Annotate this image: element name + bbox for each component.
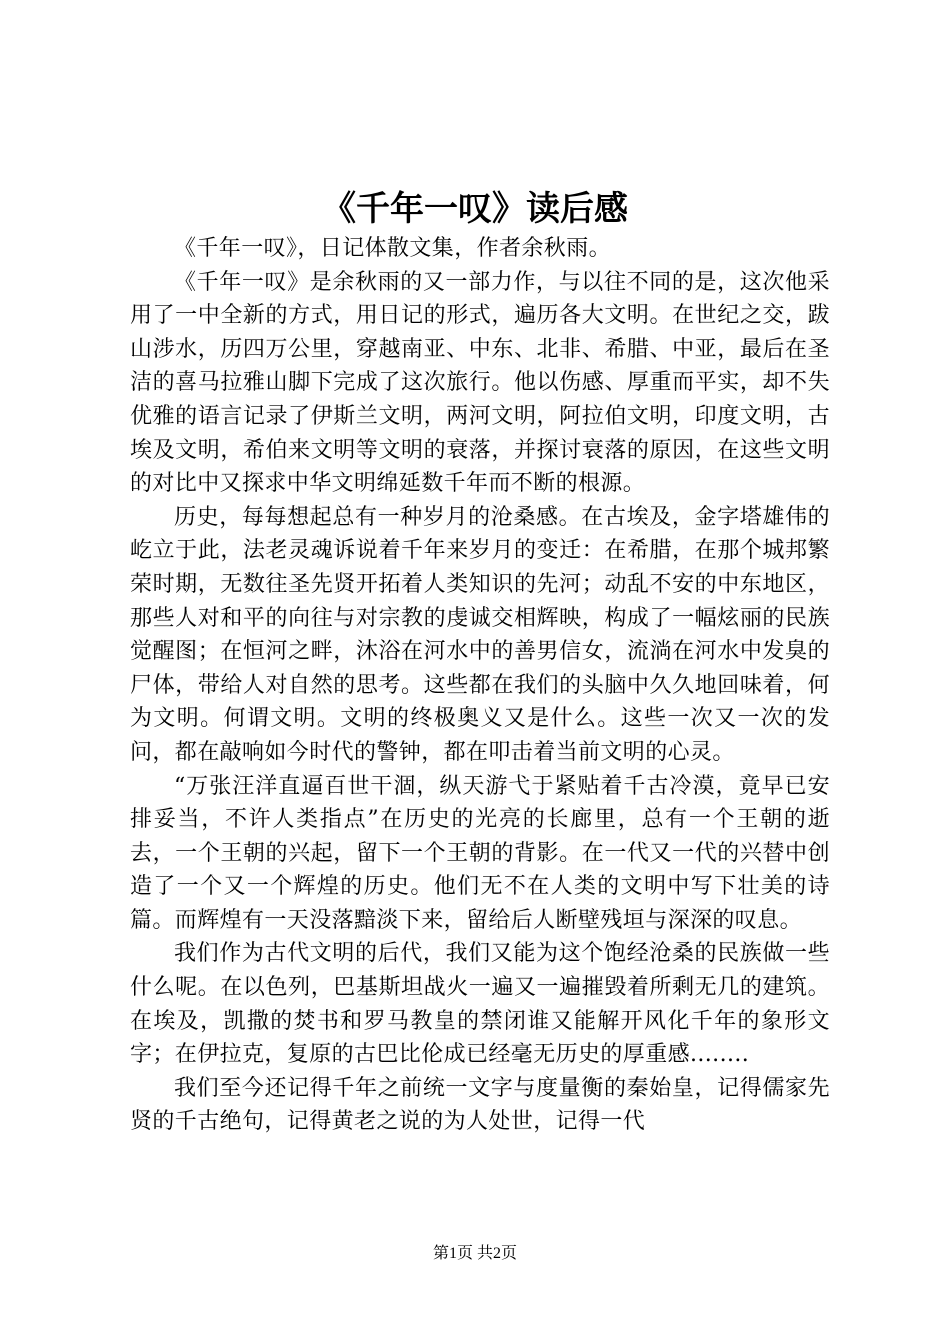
page-number-footer: 第1页 共2页: [432, 1245, 517, 1262]
document-body: [130, 232, 830, 1139]
paragraph-quote: “万张汪洋直逼百世干涸，纵天游弋于紧贴着千古冷漠，竟早已安排妥当，不许人类指点”在历史的光亮的长廊里，总有一个王朝的逝去，一个王朝的兴起，留下一个王朝的背影。在一代又一代的兴替中创造了一个又一个辉煌的历史。他们无不在人类的文明中写下壮美的诗篇。而辉煌有一天没落黯淡下来，留给后人断壁残垣与深深的叹息。: [130, 773, 830, 933]
paragraph-intro: 《千年一叹》，日记体散文集，作者余秋雨。: [174, 236, 612, 261]
paragraph-memory: 我们至今还记得千年之前统一文字与度量衡的秦始皇，记得儒家先贤的千古绝句，记得黄老之说的为人处世，记得一代: [130, 1075, 830, 1135]
paragraph-descendants: 我们作为古代文明的后代，我们又能为这个饱经沧桑的民族做一些什么呢。在以色列，巴基斯坦战火一遍又一遍摧毁着所剩无几的建筑。在埃及，凯撒的焚书和罗马教皇的禁闭谁又能解开风化千年的象形文字；在伊拉克，复原的古巴比伦成已经毫无历史的厚重感........: [130, 941, 830, 1068]
paragraph-overview: 《千年一叹》是余秋雨的又一部力作，与以往不同的是，这次他采用了一中全新的方式，用日记的形式，遍历各大文明。在世纪之交，跋山涉水，历四万公里，穿越南亚、中东、北非、希腊、中亚，最后在圣洁的喜马拉雅山脚下完成了这次旅行。他以伤感、厚重而平实，却不失优雅的语言记录了伊斯兰文明，两河文明，阿拉伯文明，印度文明，古埃及文明，希伯来文明等文明的衰落，并探讨衰落的原因，在这些文明的对比中又探求中华文明绵延数千年而不断的根源。: [130, 269, 830, 497]
paragraph-history: 历史，每每想起总有一种岁月的沧桑感。在古埃及，金字塔雄伟的屹立于此，法老灵魂诉说着千年来岁月的变迁：在希腊，在那个城邦繁荣时期，无数往圣先贤开拓着人类知识的先河；动乱不安的中东地区，那些人对和平的向往与对宗教的虔诚交相辉映，构成了一幅炫丽的民族觉醒图；在恒河之畔，沐浴在河水中的善男信女，流淌在河水中发臭的尸体，带给人对自然的思考。这些都在我们的头脑中久久地回味着，何为文明。何谓文明。文明的终极奥义又是什么。这些一次又一次的发问，都在敲响如今时代的警钟，都在叩击着当前文明的心灵。: [130, 504, 830, 765]
document-title: 《千年一叹》读后感: [322, 189, 628, 229]
